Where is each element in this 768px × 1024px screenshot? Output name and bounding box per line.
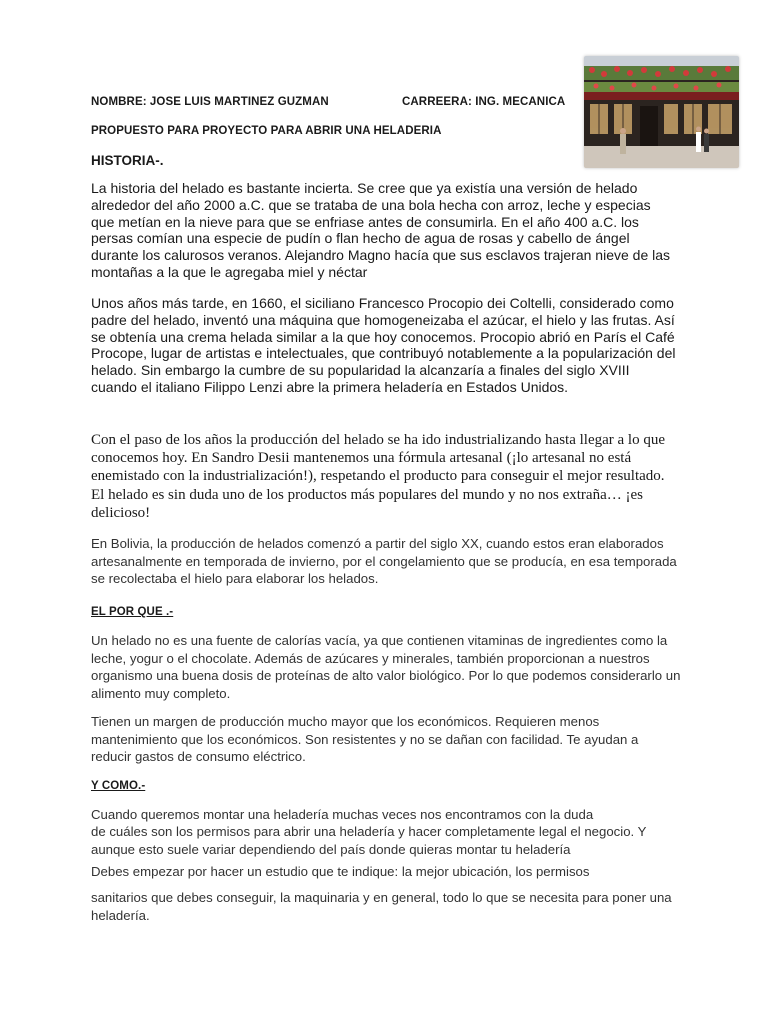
porque-paragraph-2: Tienen un margen de producción mucho mayor que los económicos. Requieren menos mantenimiento que los económicos. Son resistentes y no se dañan con facilidad. Te ayudan a reducir gastos de consumo eléctrico.: [91, 714, 639, 765]
project-title: PROPUESTO PARA PROYECTO PARA ABRIR UNA HELADERIA: [91, 125, 442, 137]
como-paragraph-2b: sanitarios que debes conseguir, la maquinaria y en general, todo lo que se necesita para poner una heladería.: [91, 890, 672, 923]
porque-paragraph-1: Un helado no es una fuente de calorías vacía, ya que contienen vitaminas de ingredientes como la leche, yogur o el chocolate. Además de azúcares y minerales, también proporcionan a nuestros organismo una buena dosis de proteínas de alto valor biológico. Por lo que podemos considerarlo un alimento muy completo.: [91, 633, 681, 701]
student-name: NOMBRE: JOSE LUIS MARTINEZ GUZMAN: [91, 96, 329, 108]
section-title-porque: EL POR QUE .-: [91, 606, 174, 618]
storefront-photo: [584, 56, 739, 168]
historia-paragraph-4: En Bolivia, la producción de helados comenzó a partir del siglo XX, cuando estos eran elaborados artesanalmente en temporada de invierno, por el congelamiento que se producía, en esa temporada se recolectaba el hielo para elaborar los helados.: [91, 536, 677, 587]
section-title-historia: HISTORIA-.: [91, 153, 164, 168]
como-paragraph-1a: Cuando queremos montar una heladería muchas veces nos encontramos con la duda: [91, 807, 594, 822]
section-title-como: Y COMO.-: [91, 780, 146, 792]
historia-paragraph-2: Unos años más tarde, en 1660, el siciliano Francesco Procopio dei Coltelli, considerado como padre del helado, inventó una máquina que homogeneizaba el azúcar, el hielo y las frutas. Así se obtenía una crema helada similar a la que hoy conocemos. Procopio abrió en París el Café Procope, lugar de artistas e intelectuales, que contribuyó notablemente a la popularización del helado. Sin embargo la cumbre de su popularidad la alcanzaría a finales del siglo XVIII cuando el italiano Filippo Lenzi abre la primera heladería en Estados Unidos.: [91, 295, 676, 395]
historia-paragraph-1: La historia del helado es bastante incierta. Se cree que ya existía una versión de helado alrededor del año 2000 a.C. que se trataba de una bola hecha con arroz, leche y especias que metían en la nieve para que se enfriase antes de consumirla. En el año 400 a.C. los persas comían una especie de pudín o flan hecho de agua de rosas y cabello de ángel durante los calurosos veranos. Alejandro Magno hacía que sus esclavos trajeran nieve de las montañas a la que le agregaba miel y néctar: [91, 180, 671, 280]
historia-paragraph-3: Con el paso de los años la producción del helado se ha ido industrializando hasta llegar a lo que conocemos hoy. En Sandro Desii mantenemos una fórmula artesanal (¡lo artesanal no está enemistado con la industrialización!), respetando el producto para conseguir el mejor resultado. El helado es sin duda uno de los productos más populares del mundo y no nos extraña… ¡es delicioso!: [91, 432, 666, 521]
como-paragraph-1b: de cuáles son los permisos para abrir una heladería y hacer completamente legal el negocio. Y aunque esto suele variar dependiendo del país donde quieras montar tu heladería: [91, 824, 647, 857]
career: CARREERA: ING. MECANICA: [402, 96, 566, 108]
como-paragraph-2a: Debes empezar por hacer un estudio que te indique: la mejor ubicación, los permisos: [91, 864, 590, 879]
